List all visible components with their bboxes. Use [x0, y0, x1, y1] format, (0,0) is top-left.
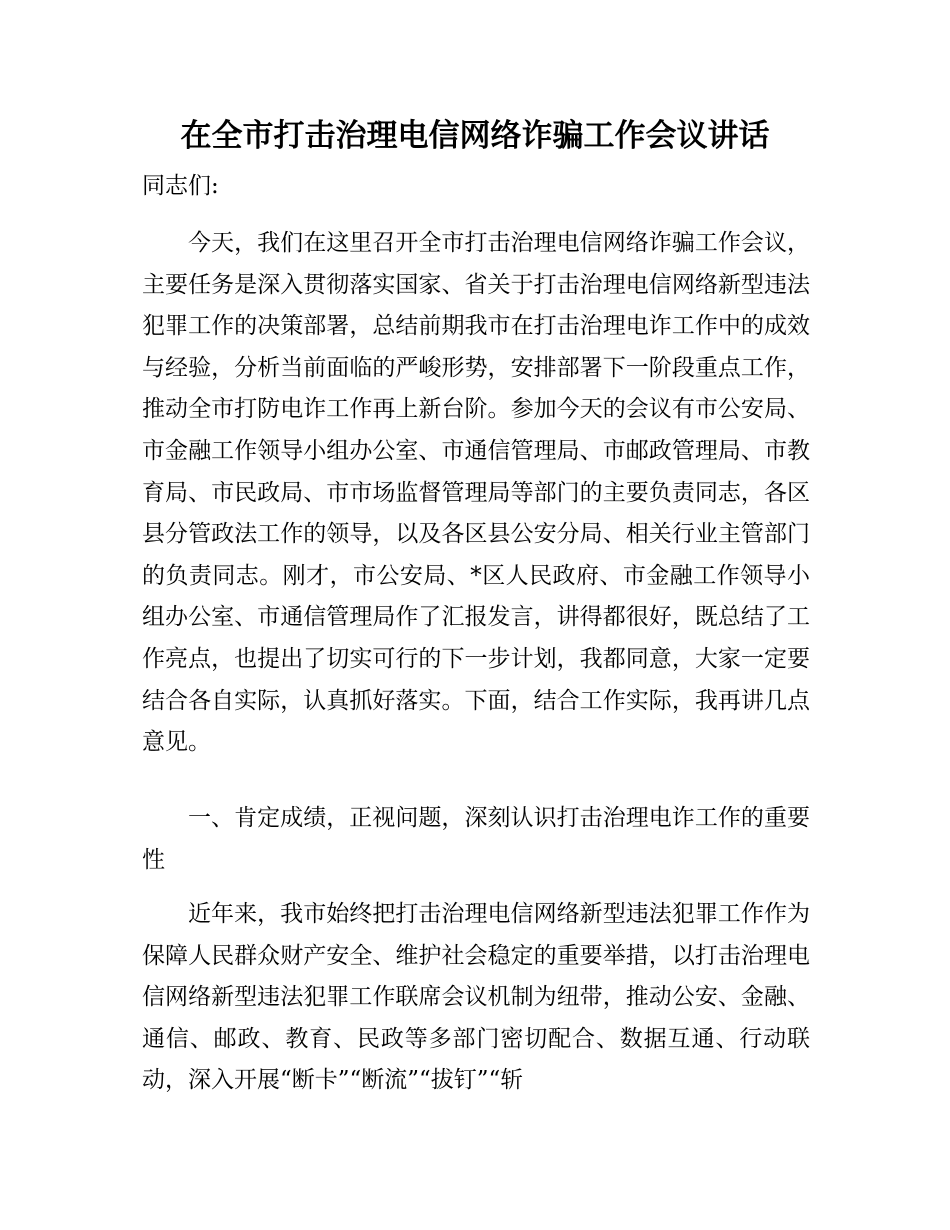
salutation: 同志们: — [142, 173, 219, 199]
section-heading-1: 一、肯定成绩，正视问题，深刻认识打击治理电诈工作的重要性 — [142, 805, 810, 873]
document-title: 在全市打击治理电信网络诈骗工作会议讲话 — [180, 118, 770, 154]
paragraph-intro: 今天，我们在这里召开全市打击治理电信网络诈骗工作会议，主要任务是深入贯彻落实国家、省关于打击治理电信网络新型违法犯罪工作的决策部署，总结前期我市在打击治理电诈工作中的成效与经验，分析当前面临的严峻形势，安排部署下一阶段重点工作，推动全市打防电诈工作再上新台阶。参加今天的会议有市公安局、市金融工作领导小组办公室、市通信管理局、市邮政管理局、市教育局、市民政局、市市场监督管理局等部门的主要负责同志，各区县分管政法工作的领导，以及各区县公安分局、相关行业主管部门的负责同志。刚才，市公安局、*区人民政府、市金融工作领导小组办公室、市通信管理局作了汇报发言，讲得都很好，既总结了工作亮点，也提出了切实可行的下一步计划，我都同意，大家一定要结合各自实际，认真抓好落实。下面，结合工作实际，我再讲几点意见。 — [142, 230, 810, 756]
paragraph-block-intro — [142, 223, 810, 764]
paragraph-achievements: 近年来，我市始终把打击治理电信网络新型违法犯罪工作作为保障人民群众财产安全、维护社会稳定的重要举措，以打击治理电信网络新型违法犯罪工作联席会议机制为纽带，推动公安、金融、通信、邮政、教育、民政等多部门密切配合、数据互通、行动联动，深入开展“断卡”“断流”“拔钉”“斩 — [142, 901, 810, 1094]
paragraph-block-achievements — [142, 894, 810, 1102]
paragraph-block-heading — [142, 798, 810, 881]
